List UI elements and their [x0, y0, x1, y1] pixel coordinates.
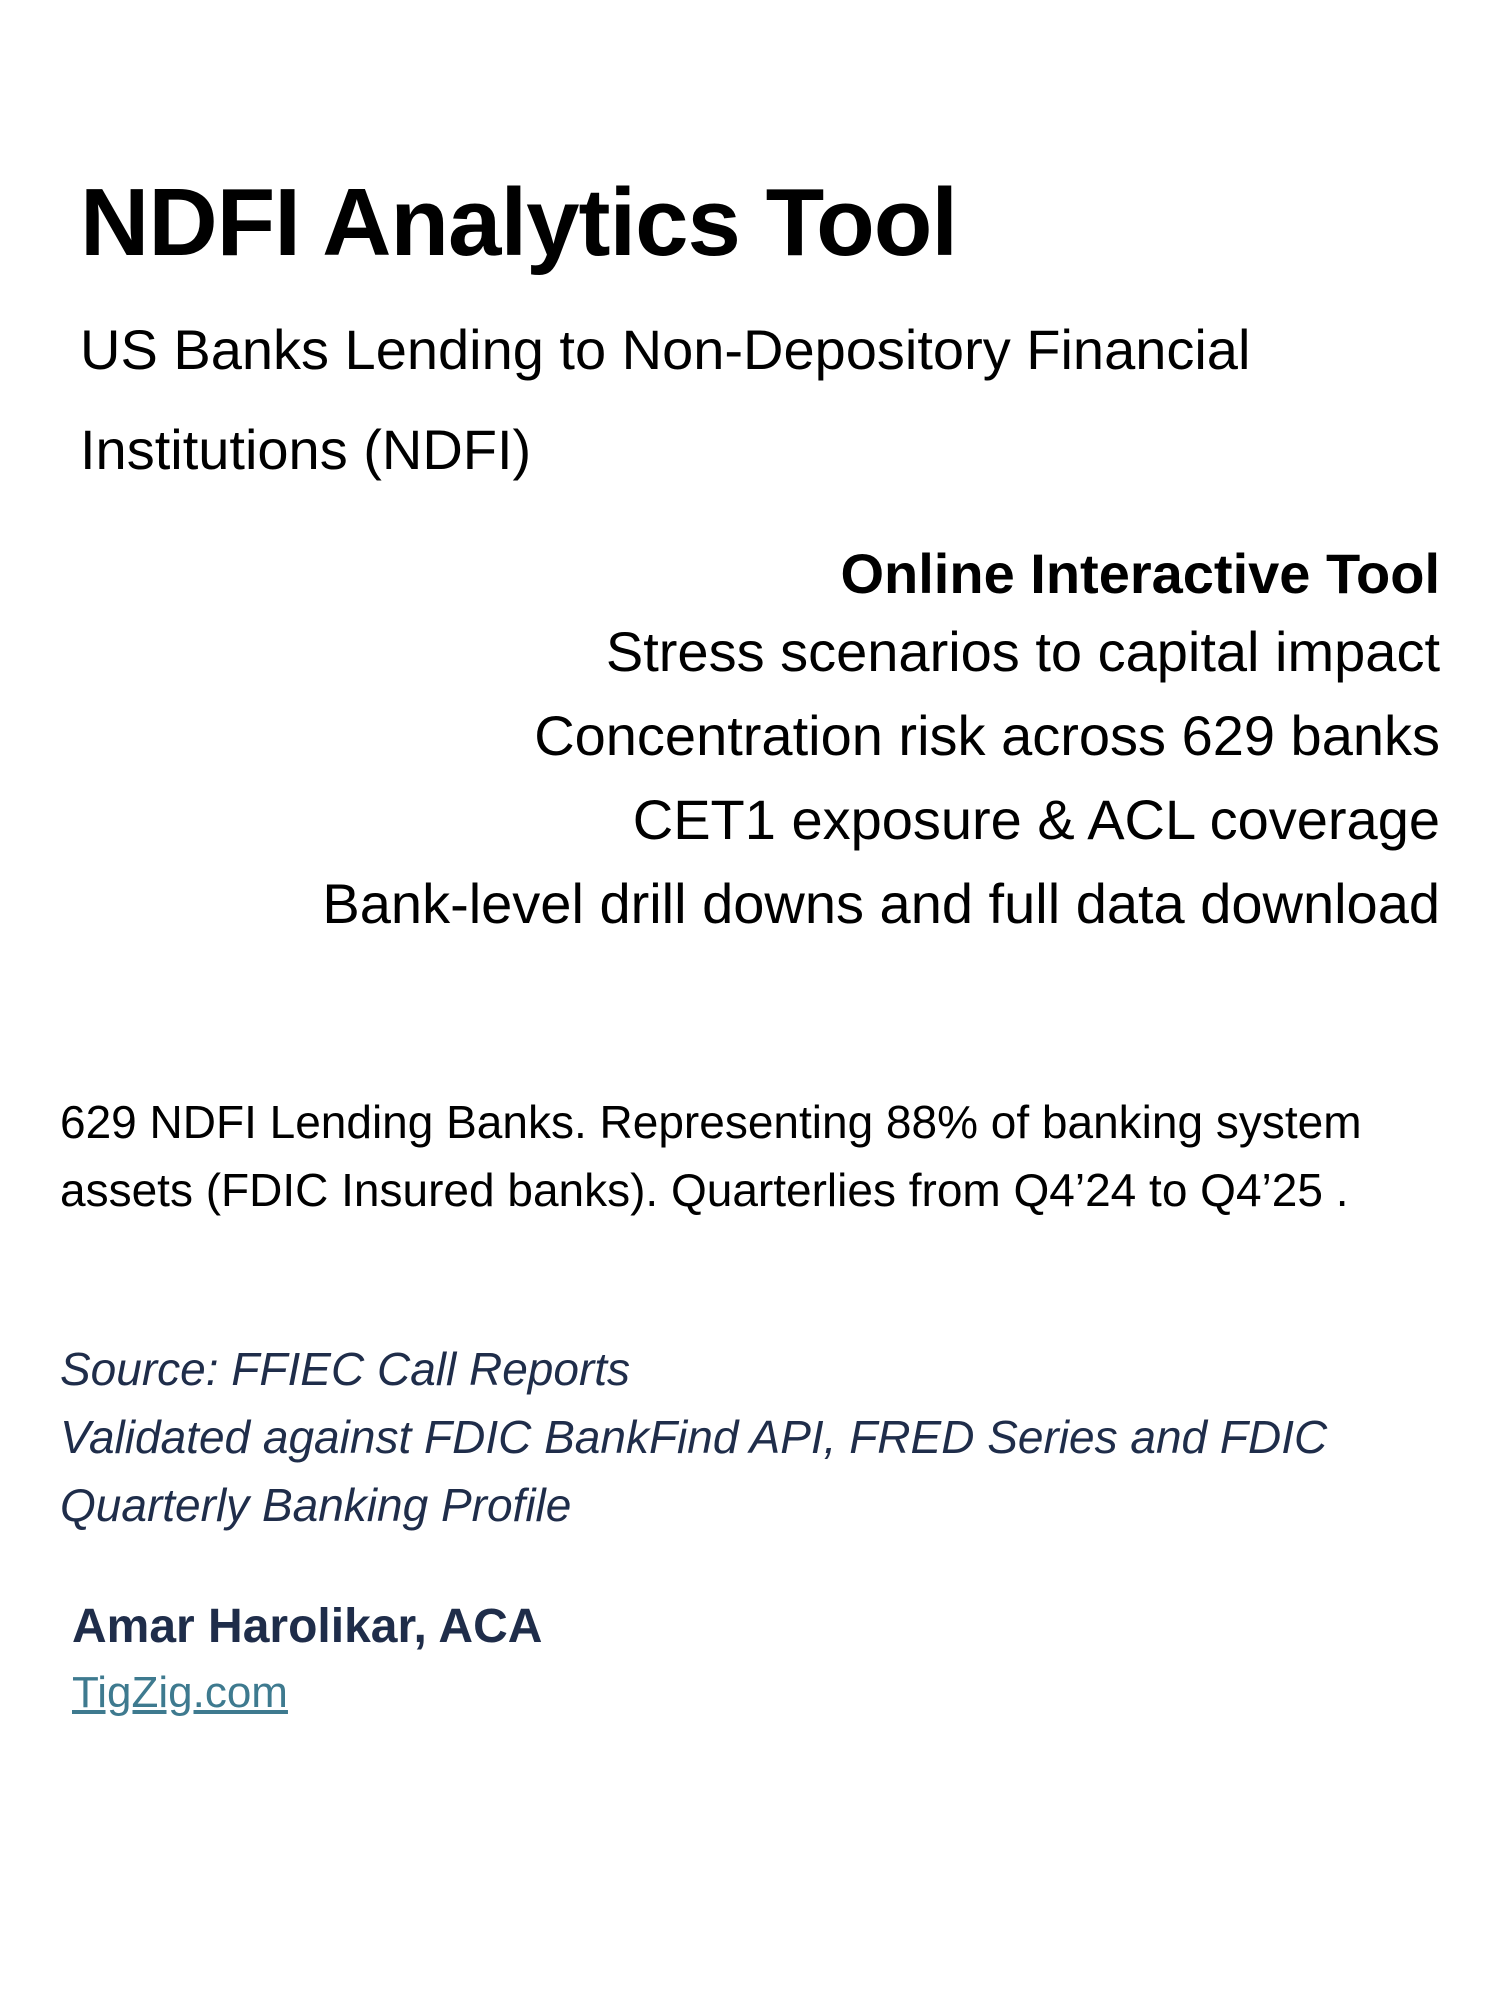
- page-subtitle: US Banks Lending to Non-Depository Financial Institutions (NDFI): [80, 318, 1251, 481]
- features-block: [40, 538, 1440, 946]
- features-heading: Online Interactive Tool: [840, 542, 1440, 605]
- validation-line: Validated against FDIC BankFind API, FRED Series and FDIC Quarterly Banking Profile: [60, 1411, 1328, 1531]
- feature-item: Concentration risk across 629 banks: [534, 704, 1440, 767]
- source-note: [60, 1335, 1460, 1539]
- author-name: Amar Harolikar, ACA: [72, 1600, 543, 1653]
- source-line: Source: FFIEC Call Reports: [60, 1343, 631, 1395]
- page-title: NDFI Analytics Tool: [80, 169, 958, 276]
- summary-text: 629 NDFI Lending Banks. Representing 88% of banking system assets (FDIC Insured banks). Quarterlies from Q4’24 to Q4’25 .: [60, 1096, 1362, 1216]
- feature-item: Bank-level drill downs and full data download: [322, 872, 1440, 935]
- website-link[interactable]: TigZig.com: [72, 1668, 288, 1717]
- feature-item: Stress scenarios to capital impact: [605, 620, 1440, 683]
- feature-item: CET1 exposure & ACL coverage: [632, 788, 1440, 851]
